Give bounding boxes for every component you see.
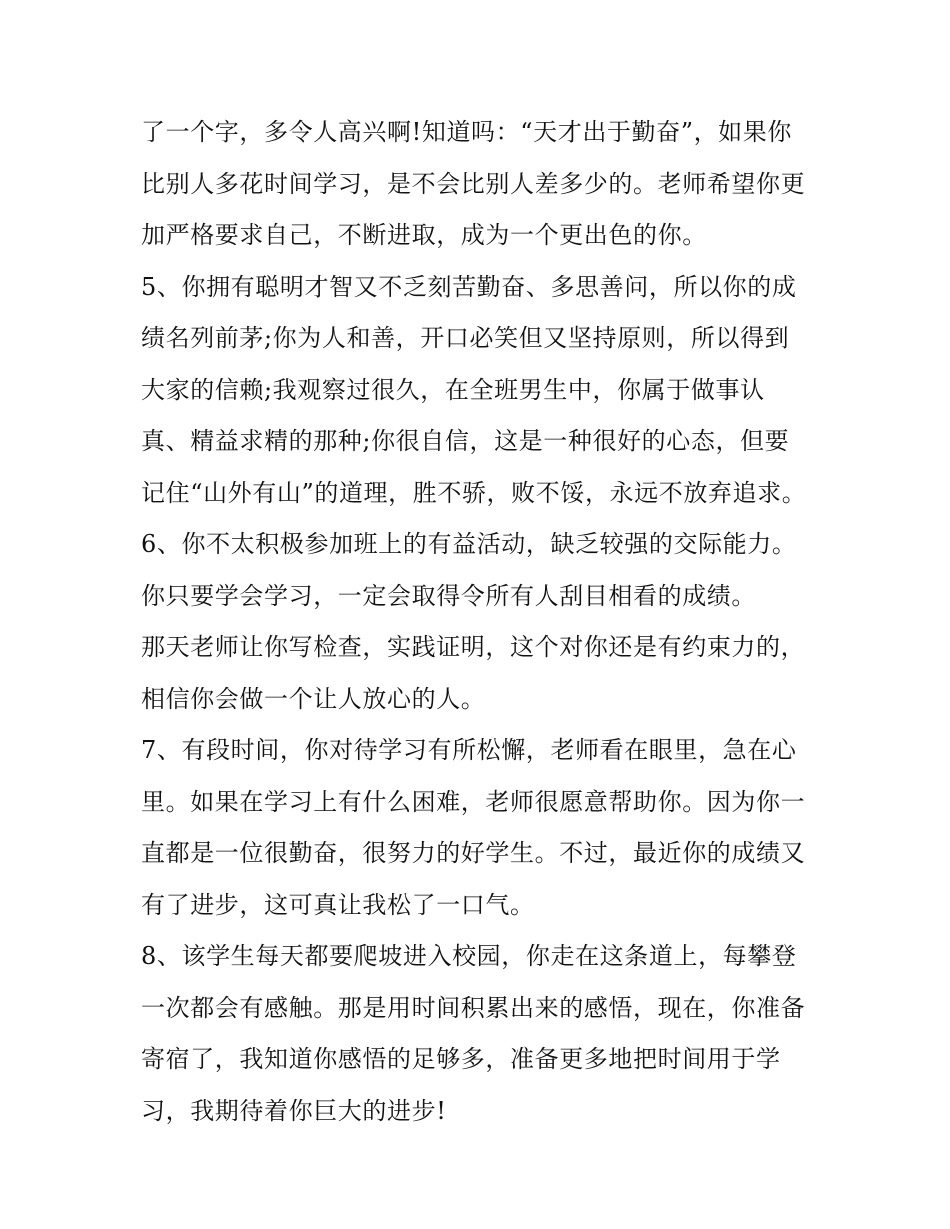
text-line: 习，我期待着你巨大的进步! [141,1096,447,1125]
text-line: 大家的信赖;我观察过很久，在全班男生中，你属于做事认 [141,375,765,404]
text-line: 绩名列前茅;你为人和善，开口必笑但又坚持原则，所以得到 [141,324,790,352]
text-line: 8、该学生每天都要爬坡进入校园，你走在这条道上，每攀登 [141,942,797,970]
text-line: 里。如果在学习上有什么困难，老师很愿意帮助你。因为你一 [141,787,806,816]
text-line: 加严格要求自己，不断进取，成为一个更出色的你。 [141,221,707,249]
text-line: 了一个字，多令人高兴啊!知道吗：“天才出于勤奋”，如果你 [141,118,792,146]
text-line: 有了进步，这可真让我松了一口气。 [141,890,535,919]
text-line: 5、你拥有聪明才智又不乏刻苦勤奋、多思善问，所以你的成 [141,272,797,301]
text-line: 7、有段时间，你对待学习有所松懈，老师看在眼里，急在心 [141,736,797,764]
text-line: 你只要学会学习，一定会取得令所有人刮目相看的成绩。 [141,581,756,610]
text-line: 真、精益求精的那种;你很自信，这是一种很好的心态，但要 [141,427,790,455]
document-body [141,107,821,1137]
text-line: 一次都会有感触。那是用时间积累出来的感悟，现在，你准备 [141,993,806,1022]
text-line: 6、你不太积极参加班上的有益活动，缺乏较强的交际能力。 [141,530,797,558]
text-line: 记住“山外有山”的道理，胜不骄，败不馁，永远不放弃追求。 [141,478,807,507]
text-line: 直都是一位很勤奋，很努力的好学生。不过，最近你的成绩又 [141,839,806,867]
text-line: 寄宿了，我知道你感悟的足够多，准备更多地把时间用于学 [141,1045,781,1073]
text-line: 比别人多花时间学习，是不会比别人差多少的。老师希望你更 [141,169,806,198]
text-line: 那天老师让你写检查，实践证明，这个对你还是有约束力的， [141,633,806,661]
text-line: 相信你会做一个让人放心的人。 [141,684,486,713]
